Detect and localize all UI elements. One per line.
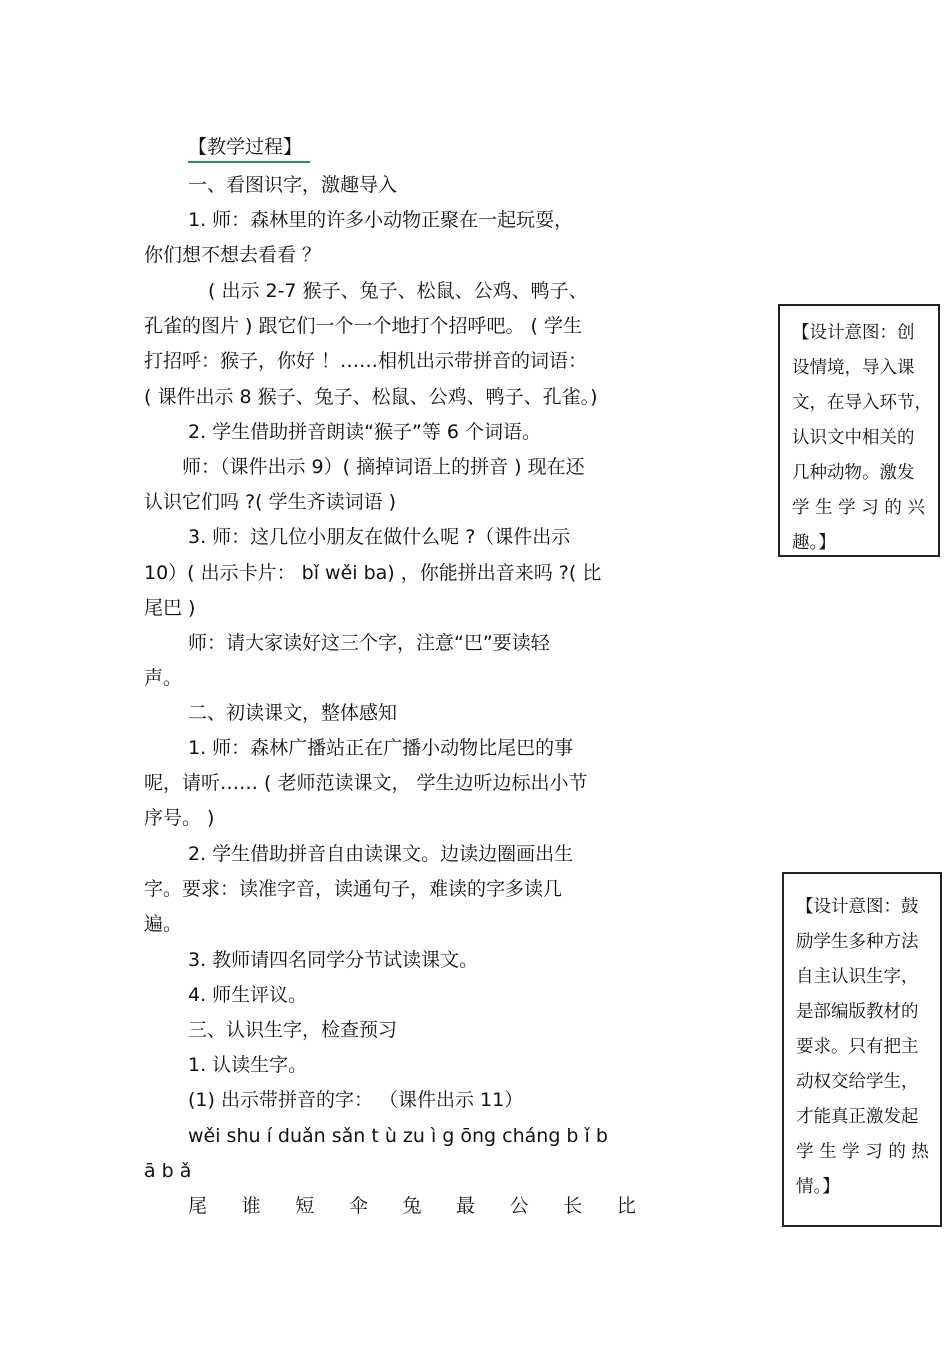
note-char: 的 <box>884 498 902 518</box>
note-line: 动权交给学生， <box>796 1072 919 1092</box>
character: 兔 <box>402 1195 422 1217</box>
paragraph-line: 尾巴 ) <box>144 597 196 619</box>
character: 比 <box>616 1195 636 1217</box>
paragraph-line: ( 课件出示 8 猴子、兔子、松鼠、公鸡、鸭子、孔雀。) <box>144 386 598 408</box>
heading-1: 一、看图识字，激趣导入 <box>188 174 398 196</box>
design-intent-note-1 <box>778 304 940 557</box>
note-char: 学 <box>792 498 810 518</box>
paragraph-line: 10）( 出示卡片： bǐ wěi ba) ，你能拼出音来吗 ?( 比 <box>144 562 602 584</box>
note-line: 情。】 <box>796 1177 840 1197</box>
note-char: 学 <box>838 498 856 518</box>
paragraph-line: 1. 师：森林里的许多小动物正聚在一起玩耍， <box>188 209 574 231</box>
note-line: 【设计意图：鼓 <box>796 897 919 917</box>
character: 公 <box>509 1195 529 1217</box>
paragraph-line: 1. 师：森林广播站正在广播小动物比尾巴的事 <box>188 737 574 759</box>
character: 谁 <box>241 1195 261 1217</box>
note-char: 生 <box>815 498 833 518</box>
character: 短 <box>295 1195 315 1217</box>
paragraph-line: 遍。 <box>144 913 183 935</box>
paragraph-line: 师：请大家读好这三个字，注意“巴”要读轻 <box>188 632 550 654</box>
note-line: 是部编版教材的 <box>796 1002 919 1022</box>
note-char: 习 <box>865 1142 883 1162</box>
note-line-justified <box>792 491 930 526</box>
paragraph-line: 认识它们吗 ?( 学生齐读词语 ) <box>144 491 397 513</box>
note-line: 几种动物。激发 <box>792 463 915 483</box>
character: 最 <box>456 1195 476 1217</box>
paragraph-line: 打招呼：猴子，你好 ！……相机出示带拼音的词语： <box>144 350 588 372</box>
paragraph-line: ( 出示 2-7 猴子、兔子、松鼠、公鸡、鸭子、 <box>208 280 588 302</box>
paragraph-line: (1) 出示带拼音的字： （课件出示 11） <box>188 1089 524 1111</box>
note-char: 热 <box>911 1142 929 1162</box>
section-title: 【教学过程】 <box>188 135 310 163</box>
note-char: 习 <box>861 498 879 518</box>
paragraph-line: 序号。 ) <box>144 807 215 829</box>
note-line: 文，在导入环节， <box>792 393 932 413</box>
character: 长 <box>563 1195 583 1217</box>
heading-2: 二、初读课文，整体感知 <box>188 702 398 724</box>
character: 伞 <box>348 1195 368 1217</box>
note-line: 【设计意图：创 <box>792 323 915 343</box>
paragraph-line: 2. 学生借助拼音自由读课文。边读边圈画出生 <box>188 843 574 865</box>
paragraph-line: 1. 认读生字。 <box>188 1054 308 1076</box>
note-line: 励学生多种方法 <box>796 932 919 952</box>
paragraph-line: 师：（课件出示 9）( 摘掉词语上的拼音 ) 现在还 <box>182 456 585 478</box>
paragraph-line: 2. 学生借助拼音朗读“猴子”等 6 个词语。 <box>188 421 542 443</box>
paragraph-line: 孔雀的图片 ) 跟它们一个一个地打个招呼吧。 ( 学生 <box>144 315 582 337</box>
note-char: 的 <box>888 1142 906 1162</box>
note-line-justified <box>796 1135 934 1170</box>
paragraph-line: 3. 师：这几位小朋友在做什么呢 ?（课件出示 <box>188 526 571 548</box>
paragraph-line: 4. 师生评议。 <box>188 984 308 1006</box>
note-line: 设情境，导入课 <box>792 358 915 378</box>
note-char: 兴 <box>907 498 925 518</box>
pinyin-line: wěi shu í duǎn sǎn t ù zu ì g ōng cháng b ǐ b <box>188 1125 608 1147</box>
note-line: 认识文中相关的 <box>792 428 915 448</box>
paragraph-line: 字。要求：读准字音，读通句子，难读的字多读几 <box>144 878 563 900</box>
pinyin-line: ā b ǎ <box>144 1160 192 1182</box>
note-char: 学 <box>796 1142 814 1162</box>
paragraph-line: 呢，请听…… ( 老师范读课文， 学生边听边标出小节 <box>144 772 588 794</box>
paragraph-line: 声。 <box>144 667 183 689</box>
note-line: 才能真正激发起 <box>796 1107 919 1127</box>
note-line: 自主认识生字， <box>796 967 919 987</box>
heading-3: 三、认识生字，检查预习 <box>188 1019 398 1041</box>
note-char: 生 <box>819 1142 837 1162</box>
note-char: 学 <box>842 1142 860 1162</box>
note-line: 趣。】 <box>792 533 836 553</box>
paragraph-line: 你们想不想去看看 ？ <box>144 244 322 266</box>
paragraph-line: 3. 教师请四名同学分节试读课文。 <box>188 949 479 971</box>
character: 尾 <box>188 1195 208 1217</box>
design-intent-note-2 <box>782 872 942 1227</box>
note-line: 要求。只有把主 <box>796 1037 919 1057</box>
character-row <box>188 1194 636 1218</box>
